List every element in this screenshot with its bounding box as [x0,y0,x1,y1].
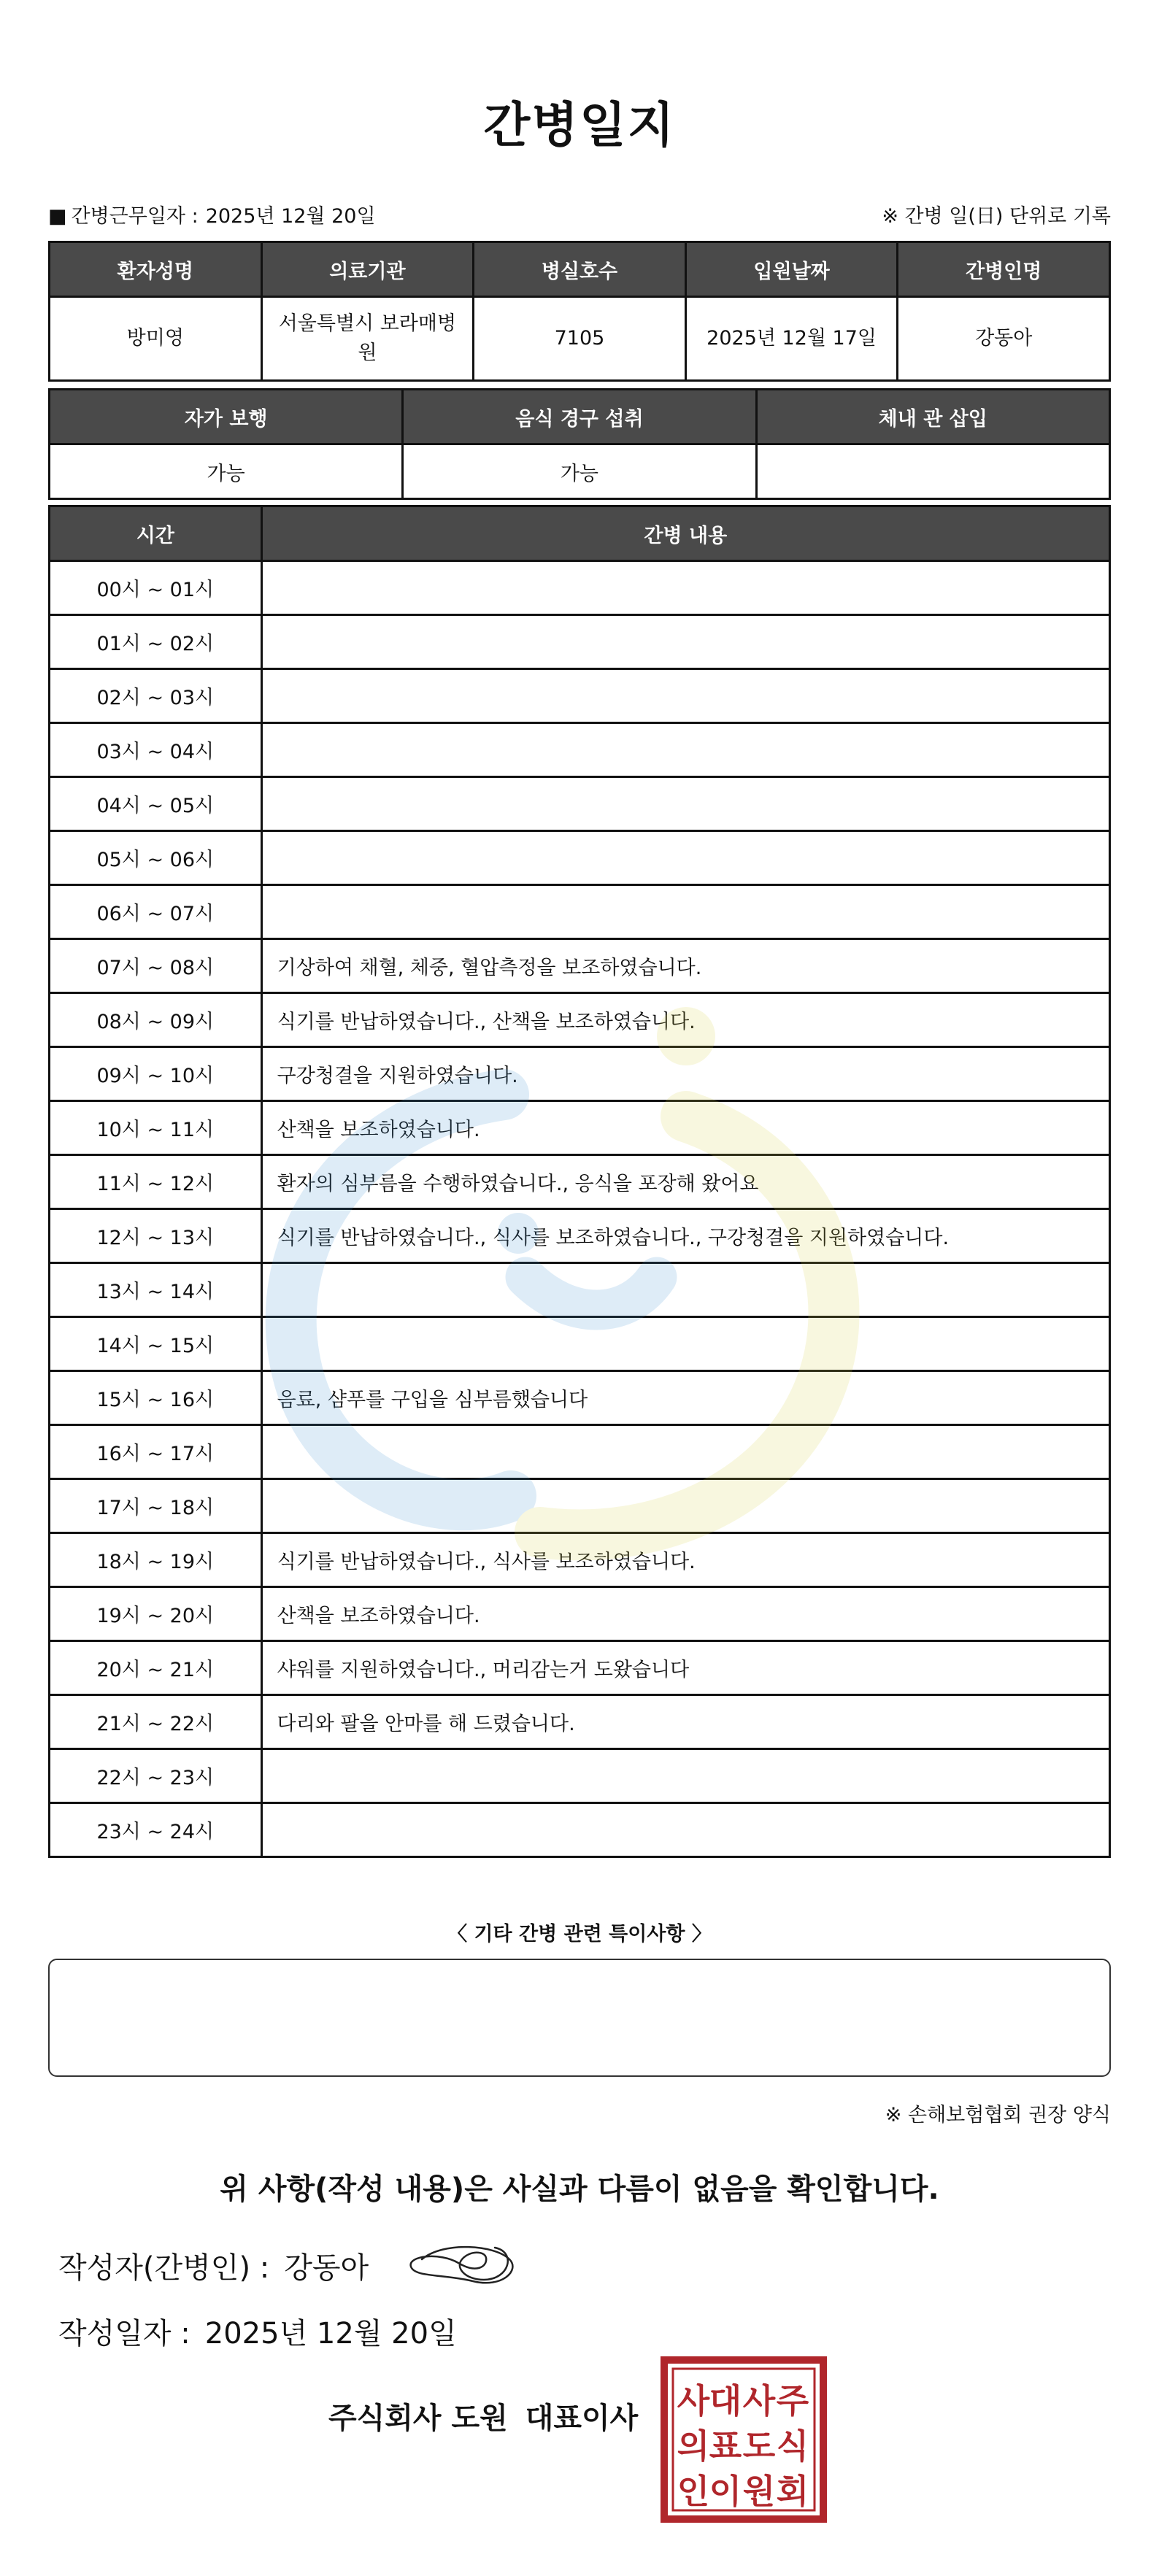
svg-text:대: 대 [709,2381,742,2421]
unit-note: ※ 간병 일(日) 단위로 기록 [882,205,1111,228]
care-log-content [261,669,1109,723]
care-log-content: 환자의 심부름을 수행하였습니다., 응식을 포장해 왔어요 [261,1155,1109,1209]
hospital-name: 서울특별시 보라매병원 [261,297,474,381]
care-log-content [261,723,1109,777]
care-log-row [50,1641,1110,1695]
care-date [48,200,376,228]
care-log-row [50,939,1110,993]
care-log-row [50,1803,1110,1857]
care-log-row [50,1425,1110,1479]
care-log-time: 07시 ~ 08시 [50,939,262,993]
care-log-content: 산책을 보조하였습니다. [261,1587,1109,1641]
care-log-row [50,885,1110,939]
header-walking: 자가 보행 [50,390,403,444]
care-log-row [50,831,1110,885]
care-log-row [50,1587,1110,1641]
care-log-time: 14시 ~ 15시 [50,1317,262,1371]
company-line [328,2395,638,2437]
recommend-note: ※ 손해보험협회 권장 양식 [885,2104,1111,2126]
care-date-value: 2025년 12월 20일 [205,205,376,228]
care-log-content [261,1263,1109,1317]
oral-intake-value: 가능 [403,444,756,499]
svg-text:원: 원 [742,2472,776,2511]
care-log-row [50,615,1110,669]
care-log-content: 식기를 반납하였습니다., 식사를 보조하였습니다. [261,1533,1109,1587]
care-log-table [48,505,1111,1858]
care-log-row [50,669,1110,723]
signature [400,2237,524,2296]
written-date-line [58,2310,457,2352]
care-log-time: 19시 ~ 20시 [50,1587,262,1641]
document-title: 간병일지 [483,97,676,153]
patient-status-value-row [50,444,1110,499]
care-log-content: 식기를 반납하였습니다., 식사를 보조하였습니다., 구강청결을 지원하였습니다. [261,1209,1109,1263]
care-log-row [50,723,1110,777]
remarks-title: 〈 기타 간병 관련 특이사항 〉 [447,1923,712,1946]
care-log-row [50,777,1110,831]
header-care-content: 간병 내용 [261,506,1109,561]
care-log-row [50,1317,1110,1371]
svg-text:의: 의 [677,2426,710,2466]
care-log-row [50,1263,1110,1317]
writer-line [58,2245,369,2286]
care-log-time: 03시 ~ 04시 [50,723,262,777]
care-log-content: 음료, 샴푸를 구입을 심부름했습니다 [261,1371,1109,1425]
care-log-time: 18시 ~ 19시 [50,1533,262,1587]
confirmation-statement: 위 사항(작성 내용)은 사실과 다름이 없음을 확인합니다. [220,2172,939,2206]
written-date-label: 작성일자 : [58,2317,190,2351]
care-log-content: 식기를 반납하였습니다., 산책을 보조하였습니다. [261,993,1109,1047]
care-log-content: 구강청결을 지원하였습니다. [261,1047,1109,1101]
care-log-row [50,1101,1110,1155]
square-bullet-icon: ■ [48,205,67,228]
svg-text:사: 사 [677,2381,710,2421]
care-log-content [261,1317,1109,1371]
header-room: 병실호수 [474,242,686,297]
written-date-value: 2025년 12월 20일 [204,2317,457,2351]
patient-status-table [48,388,1111,500]
care-log-time: 04시 ~ 05시 [50,777,262,831]
care-log-content [261,615,1109,669]
header-oral-intake: 음식 경구 섭취 [403,390,756,444]
care-log-content [261,1479,1109,1533]
company-title: 대표이사 [525,2402,639,2435]
writer-label: 작성자(간병인) : [58,2251,270,2285]
header-hospital: 의료기관 [261,242,474,297]
care-log-content [261,777,1109,831]
care-log-time: 05시 ~ 06시 [50,831,262,885]
company-name: 주식회사 도원 [328,2402,508,2435]
svg-text:표: 표 [709,2426,742,2466]
care-log-content: 샤워를 지원하였습니다., 머리감는거 도왔습니다 [261,1641,1109,1695]
care-log-time: 17시 ~ 18시 [50,1479,262,1533]
care-log-row [50,1371,1110,1425]
caregiver-name: 강동아 [898,297,1110,381]
care-log-row [50,1155,1110,1209]
header-caregiver: 간병인명 [898,242,1110,297]
patient-info-header-row [50,242,1110,297]
care-log-row [50,1479,1110,1533]
care-log-content: 기상하여 채혈, 체중, 혈압측정을 보조하였습니다. [261,939,1109,993]
walking-value: 가능 [50,444,403,499]
header-patient-name: 환자성명 [50,242,262,297]
svg-text:회: 회 [776,2472,809,2511]
care-log-content: 산책을 보조하였습니다. [261,1101,1109,1155]
patient-info-value-row [50,297,1110,381]
care-log-time: 15시 ~ 16시 [50,1371,262,1425]
header-tube: 체내 관 삽입 [756,390,1109,444]
writer-name: 강동아 [284,2251,369,2285]
care-date-label: 간병근무일자 : [71,205,199,228]
company-seal [660,2356,828,2523]
remarks-box [48,1959,1111,2077]
care-log-time: 06시 ~ 07시 [50,885,262,939]
room-number: 7105 [474,297,686,381]
care-log-time: 02시 ~ 03시 [50,669,262,723]
patient-status-header-row [50,390,1110,444]
admission-date: 2025년 12월 17일 [685,297,898,381]
care-log-content [261,885,1109,939]
care-log-time: 20시 ~ 21시 [50,1641,262,1695]
svg-text:사: 사 [742,2381,776,2421]
care-log-time: 13시 ~ 14시 [50,1263,262,1317]
care-log-row [50,1749,1110,1803]
care-log-content [261,831,1109,885]
care-log-row [50,1533,1110,1587]
care-log-time: 08시 ~ 09시 [50,993,262,1047]
care-log-row [50,1047,1110,1101]
header-time: 시간 [50,506,262,561]
patient-info-table [48,241,1111,382]
svg-text:식: 식 [776,2426,809,2466]
care-log-row [50,1695,1110,1749]
care-log-time: 00시 ~ 01시 [50,561,262,615]
care-log-time: 01시 ~ 02시 [50,615,262,669]
svg-text:주: 주 [776,2381,809,2421]
care-log-time: 22시 ~ 23시 [50,1749,262,1803]
care-log-row [50,993,1110,1047]
care-log-row [50,1209,1110,1263]
care-log-time: 21시 ~ 22시 [50,1695,262,1749]
care-log-row [50,561,1110,615]
care-log-content [261,1803,1109,1857]
care-log-content [261,561,1109,615]
header-admission-date: 입원날짜 [685,242,898,297]
svg-text:이: 이 [709,2472,742,2511]
svg-text:도: 도 [742,2426,776,2466]
care-log-time: 09시 ~ 10시 [50,1047,262,1101]
care-log-content [261,1749,1109,1803]
svg-text:인: 인 [677,2472,710,2511]
care-log-header-row [50,506,1110,561]
care-log-time: 23시 ~ 24시 [50,1803,262,1857]
care-log-content [261,1425,1109,1479]
care-log-time: 16시 ~ 17시 [50,1425,262,1479]
tube-value [756,444,1109,499]
care-log-time: 11시 ~ 12시 [50,1155,262,1209]
care-log-content: 다리와 팔을 안마를 해 드렸습니다. [261,1695,1109,1749]
patient-name: 방미영 [50,297,262,381]
care-log-time: 10시 ~ 11시 [50,1101,262,1155]
care-log-time: 12시 ~ 13시 [50,1209,262,1263]
